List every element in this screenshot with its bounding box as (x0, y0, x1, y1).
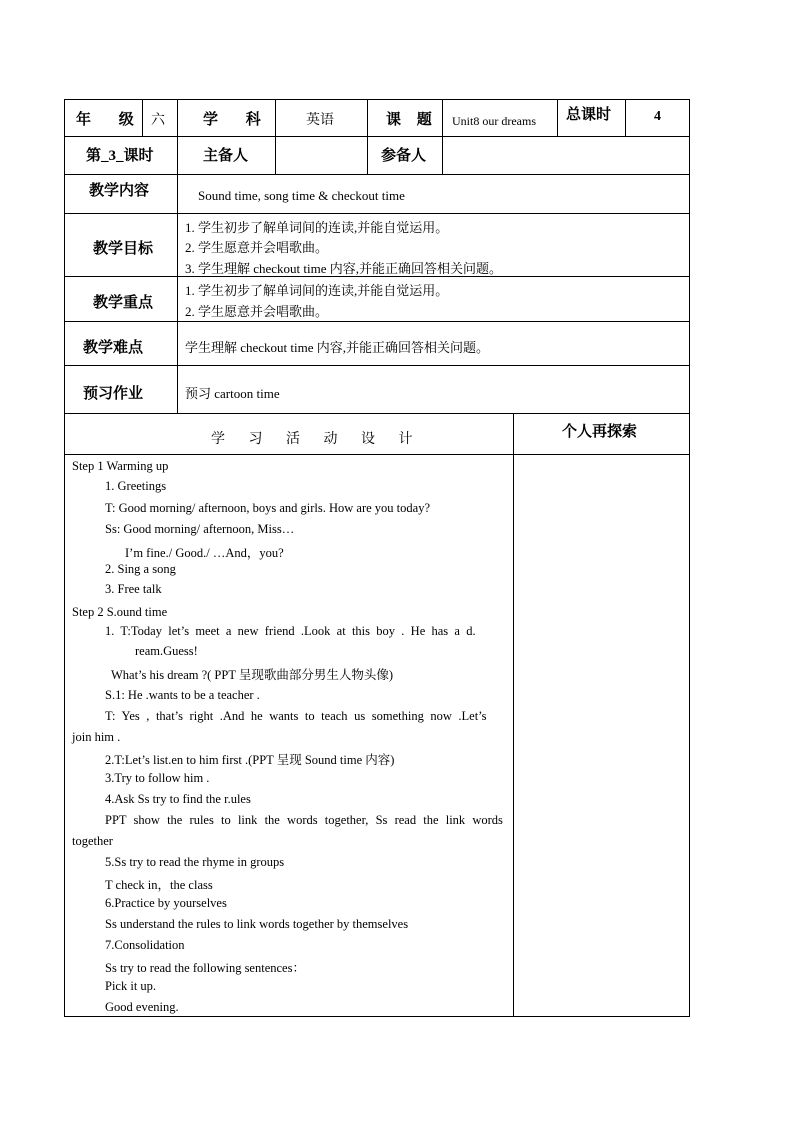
lesson-number-label: 第_3_课时 (86, 148, 154, 164)
focus-item: 1. 学生初步了解单词间的连读,并能自觉运用。 (185, 283, 449, 298)
activity-line: join him . (72, 730, 121, 744)
focus-label: 教学重点 (93, 295, 154, 311)
activity-line: Good evening. (105, 1000, 179, 1014)
goals-label-cell (64, 213, 178, 277)
homework-label-cell (64, 365, 178, 414)
goals-value-cell (177, 213, 690, 277)
difficulty-label: 教学难点 (83, 340, 144, 356)
personal-explore-header: 个人再探索 (562, 424, 638, 440)
explore-body-cell (513, 454, 690, 1017)
activity-line: Ss: Good morning/ afternoon, Miss… (105, 522, 295, 536)
activity-line: 6.Practice by yourselves (105, 896, 227, 910)
grade-label: 年 级 (76, 112, 146, 128)
activity-line: S.1: He .wants to be a teacher . (105, 688, 260, 702)
content-label-cell (64, 174, 178, 214)
activity-line: 2. Sing a song (105, 562, 176, 576)
goal-item: 2. 学生愿意并会唱歌曲。 (185, 240, 329, 255)
activity-design-header: 学 习 活 动 设 计 (211, 432, 423, 447)
total-label-cell (557, 99, 626, 137)
difficulty-value-cell (177, 321, 690, 366)
activity-header-cell (64, 413, 514, 455)
activity-line: I’m fine./ Good./ …And，you? (125, 546, 284, 560)
activity-line: 2.T:Let’s list.en to him first .(PPT 呈现 Sound time 内容) (105, 753, 395, 767)
subject-value: 英语 (306, 113, 334, 128)
activity-line: Ss understand the rules to link words together by themselves (105, 917, 409, 931)
activity-line: Step 1 Warming up (72, 459, 169, 473)
activity-line: 3. Free talk (105, 582, 162, 596)
focus-value-cell (177, 276, 690, 322)
activity-line: 5.Ss try to read the rhyme in groups (105, 855, 285, 869)
total-label: 总课时 (566, 107, 612, 123)
grade-label-cell (64, 99, 146, 137)
total-value: 4 (654, 109, 661, 124)
homework-value: 预习 cartoon time (185, 386, 280, 401)
goal-item: 1. 学生初步了解单词间的连读,并能自觉运用。 (185, 220, 449, 235)
content-label: 教学内容 (89, 183, 150, 199)
grade-value: 六 (151, 113, 165, 128)
focus-label-cell (64, 276, 178, 322)
activity-line: T: Good morning/ afternoon, boys and girls. How are you today? (105, 501, 431, 515)
homework-label: 预习作业 (83, 386, 144, 402)
activity-line: ream.Guess! (135, 644, 198, 658)
lesson-plan-table (64, 99, 690, 1017)
goal-item: 3. 学生理解 checkout time 内容,并能正确回答相关问题。 (185, 261, 503, 276)
content-value-cell (177, 174, 690, 214)
subject-label: 学 科 (203, 112, 273, 128)
subject-label-cell (177, 99, 276, 137)
activity-line: 3.Try to follow him . (105, 771, 210, 785)
activity-line: PPT show the rules to link the words together, Ss read the link words (105, 813, 503, 827)
homework-value-cell (177, 365, 690, 414)
lesson-number-cell (64, 136, 178, 175)
activity-line: T: Yes , that’s right .And he wants to teach us something now .Let’s (105, 709, 487, 723)
topic-label-cell (367, 99, 443, 137)
co-preparer-label: 参备人 (381, 148, 427, 164)
total-value-cell (625, 99, 690, 137)
goals-label: 教学目标 (93, 241, 154, 257)
activity-line: Step 2 S.ound time (72, 605, 168, 619)
lead-value-cell (275, 136, 368, 175)
topic-label: 课 题 (386, 112, 438, 128)
difficulty-value: 学生理解 checkout time 内容,并能正确回答相关问题。 (185, 340, 490, 355)
co-value-cell (442, 136, 690, 175)
subject-value-cell (275, 99, 368, 137)
activity-line: What’s his dream ?( PPT 呈现歌曲部分男生人物头像) (111, 668, 394, 682)
activity-line: 4.Ask Ss try to find the r.ules (105, 792, 251, 806)
activity-line: 7.Consolidation (105, 938, 185, 952)
topic-value-cell (442, 99, 558, 137)
focus-item: 2. 学生愿意并会唱歌曲。 (185, 304, 329, 319)
difficulty-label-cell (64, 321, 178, 366)
activity-line: Pick it up. (105, 979, 157, 993)
activity-body-cell (64, 454, 514, 1017)
topic-value: Unit8 our dreams (452, 114, 536, 128)
activity-line: T check in，the class (105, 878, 213, 892)
lead-preparer-label: 主备人 (203, 148, 249, 164)
activity-line: together (72, 834, 113, 848)
activity-line: 1. T:Today let’s meet a new friend .Look at this boy . He has a d. (105, 624, 476, 638)
explore-header-cell (513, 413, 690, 455)
lead-label-cell (177, 136, 276, 175)
content-value: Sound time, song time & checkout time (198, 188, 405, 203)
activity-line: 1. Greetings (105, 479, 167, 493)
activity-line: Ss try to read the following sentences： (105, 961, 305, 975)
co-label-cell (367, 136, 443, 175)
grade-value-cell (142, 99, 178, 137)
